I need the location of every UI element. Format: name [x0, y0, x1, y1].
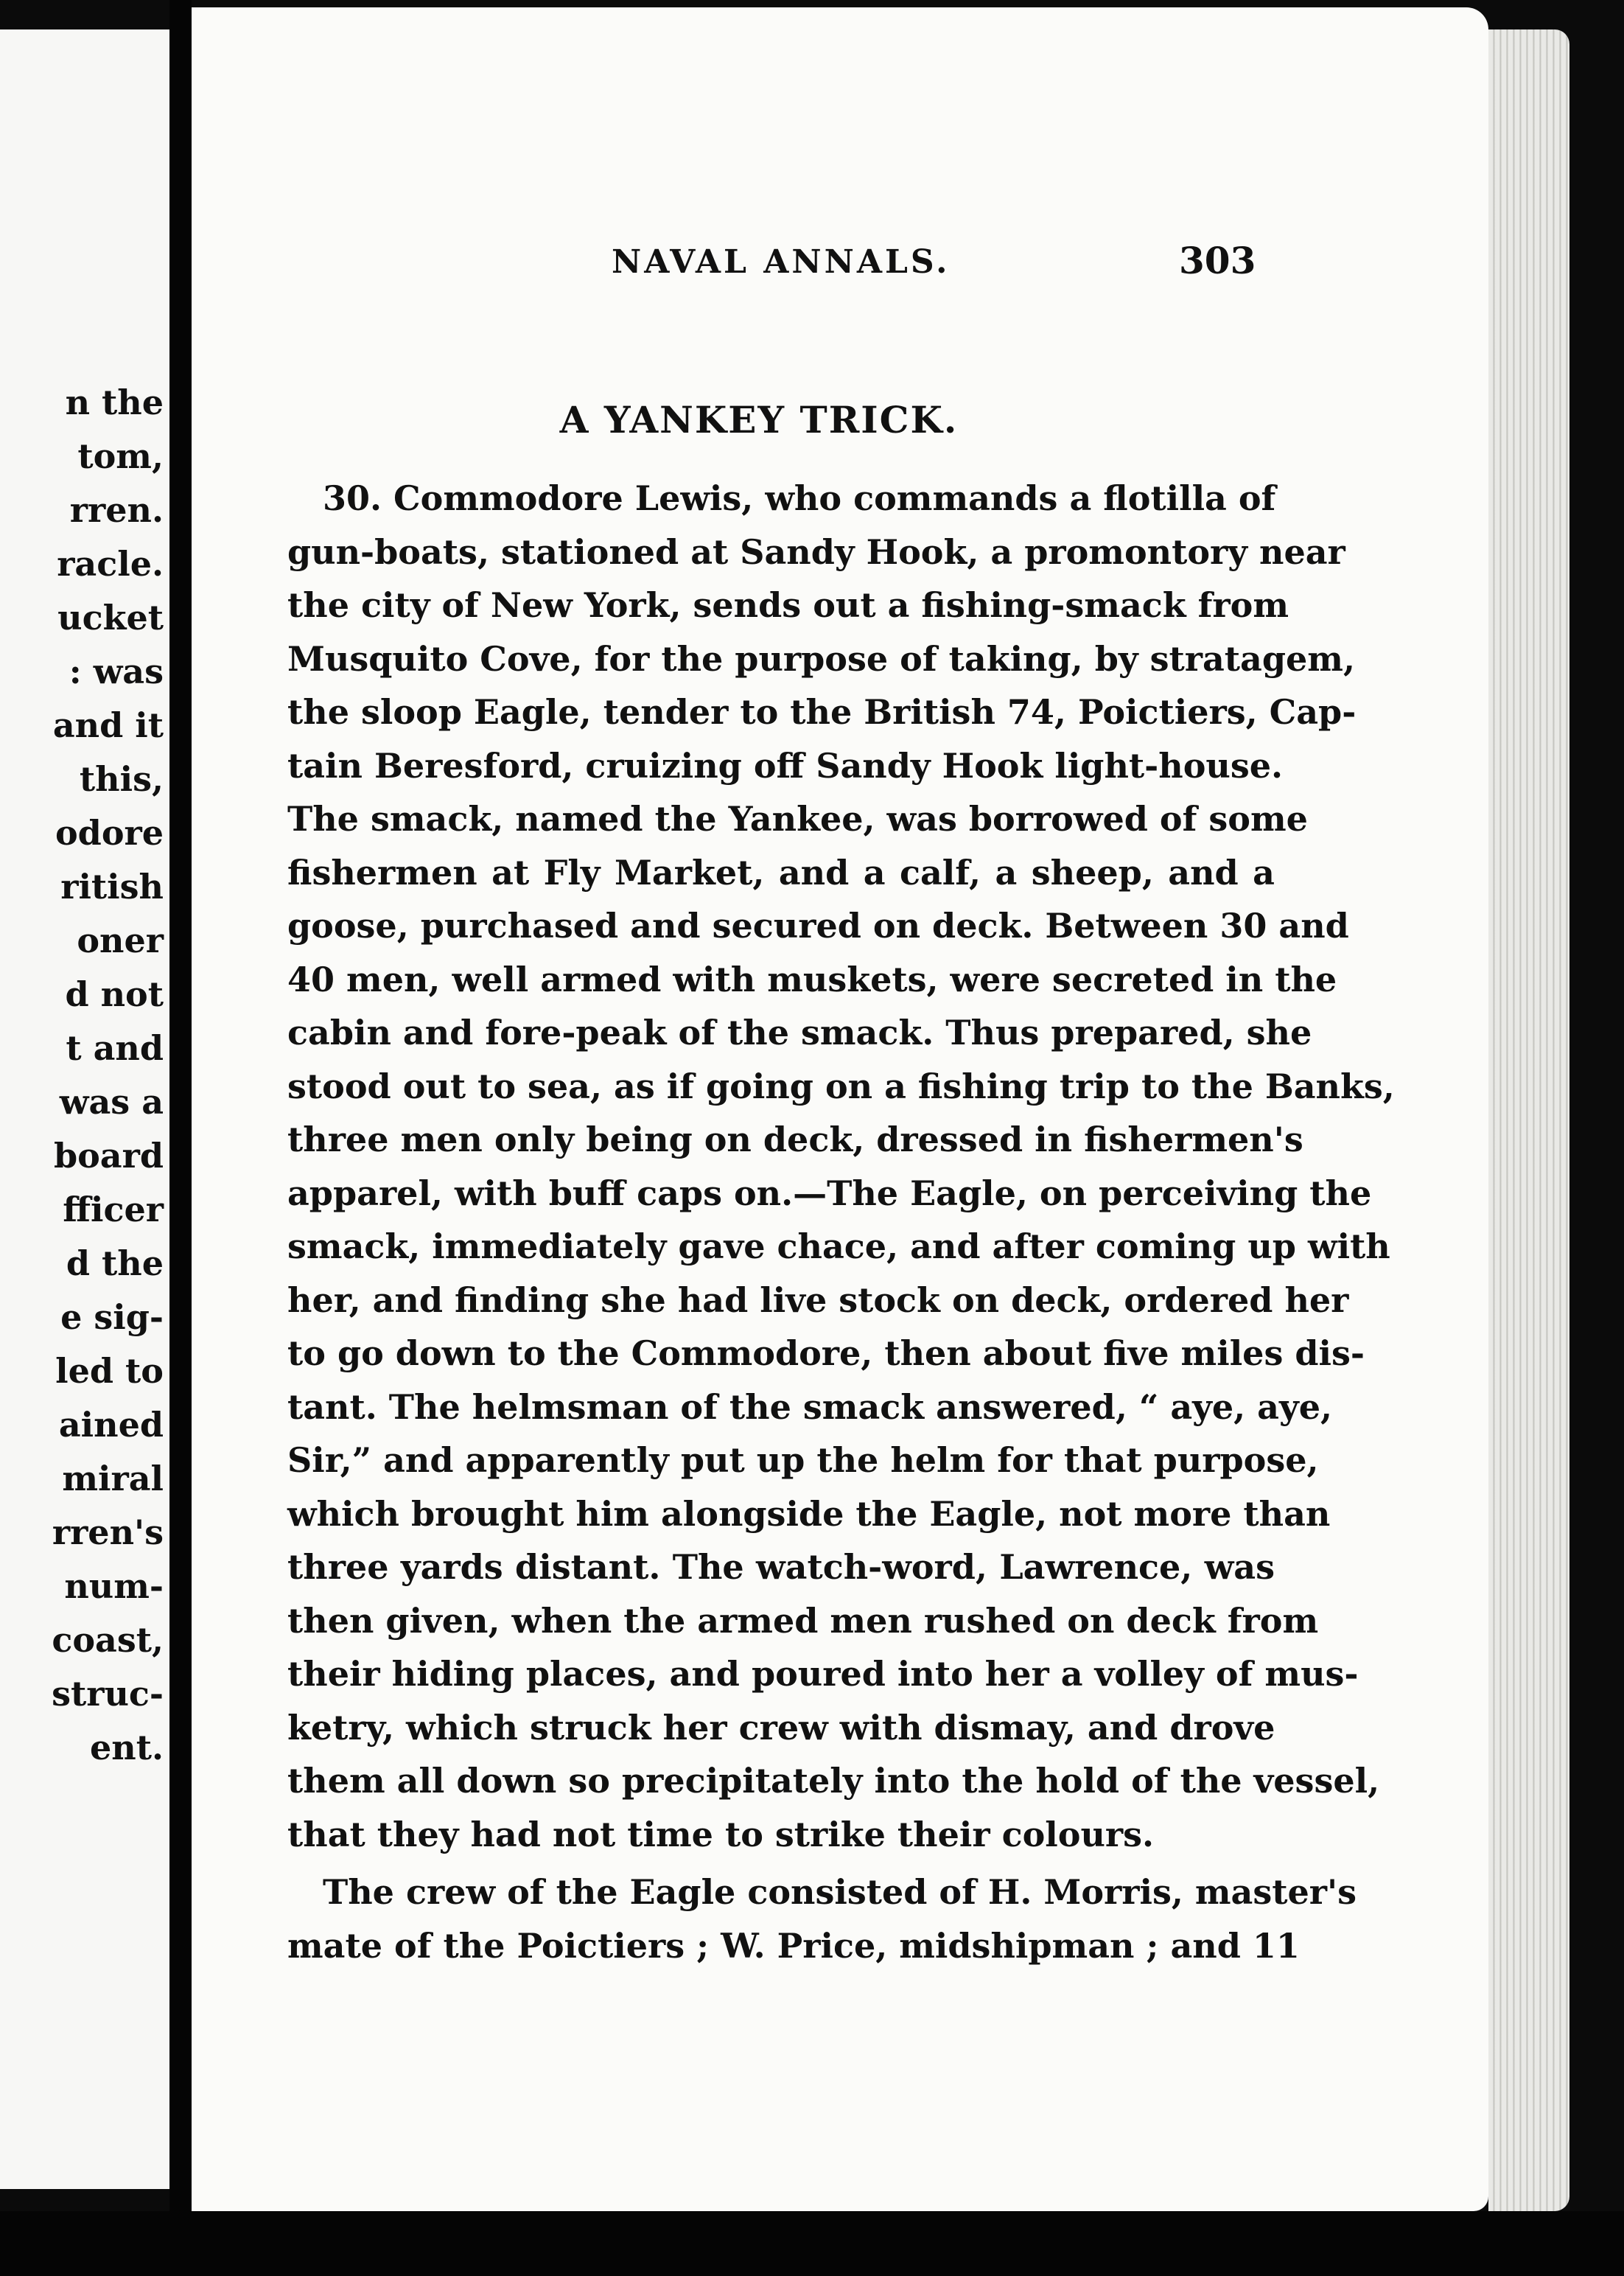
text-line: tant. The helmsman of the smack answered, “ aye, aye, [287, 1386, 1332, 1427]
text-line: then given, when the armed men rushed on deck from [287, 1600, 1319, 1641]
text-line: cabin and fore-peak of the smack. Thus prepared, she [287, 1013, 1312, 1053]
text-line: their hiding places, and poured into her a volley of mus- [287, 1654, 1359, 1694]
text-line: stood out to sea, as if going on a fishing trip to the Banks, [287, 1066, 1395, 1106]
text-line: smack, immediately gave chace, and after coming up with [287, 1226, 1390, 1266]
text-line: that they had not time to strike their colours. [287, 1814, 1155, 1854]
page-number: 303 [1179, 239, 1256, 282]
text-line: which brought him alongside the Eagle, not more than [287, 1493, 1331, 1534]
facing-line: tom, [77, 436, 164, 476]
facing-line: miral [62, 1459, 164, 1498]
main-page [192, 7, 1488, 2211]
facing-line: this, [79, 759, 164, 799]
facing-line: num- [64, 1566, 164, 1606]
facing-page [0, 29, 171, 2189]
text-line: The smack, named the Yankee, was borrowed of some [287, 799, 1308, 839]
text-line: the city of New York, sends out a fishing-smack from [287, 585, 1289, 625]
text-line: mate of the Poictiers ; W. Price, midshipman ; and 11 [287, 1925, 1300, 1966]
page-edges [1488, 29, 1569, 2211]
text-line: goose, purchased and secured on deck. Between 30 and [287, 906, 1349, 946]
facing-line: and it [52, 705, 164, 745]
text-line: gun-boats, stationed at Sandy Hook, a promontory near [287, 531, 1345, 572]
text-line: Sir,” and apparently put up the helm for that purpose, [287, 1440, 1319, 1480]
article-title: A YANKEY TRICK. [559, 398, 959, 441]
text-line: them all down so precipitately into the hold of the vessel, [287, 1761, 1380, 1801]
facing-line: was a [59, 1082, 164, 1122]
text-line: ketry, which struck her crew with dismay, and drove [287, 1707, 1275, 1748]
facing-line: oner [77, 921, 164, 960]
facing-line: ained [58, 1405, 164, 1445]
text-line: her, and finding she had live stock on deck, ordered her [287, 1280, 1349, 1320]
bottom-shadow [0, 2211, 1624, 2276]
text-line: Musquito Cove, for the purpose of taking, by stratagem, [287, 638, 1355, 679]
facing-line: led to [55, 1351, 164, 1391]
facing-line: fficer [63, 1190, 164, 1229]
facing-line: ritish [60, 867, 164, 907]
text-line: three men only being on deck, dressed in fishermen's [287, 1120, 1303, 1159]
facing-line: ent. [90, 1728, 164, 1767]
facing-line: t and [66, 1028, 164, 1068]
facing-line: rren. [69, 490, 164, 530]
facing-line: e sig- [60, 1297, 164, 1337]
facing-line: d the [66, 1243, 164, 1283]
facing-line: board [53, 1136, 164, 1176]
running-head: NAVAL ANNALS. [612, 243, 951, 281]
text-line: to go down to the Commodore, then about five miles dis- [287, 1333, 1365, 1373]
facing-line: odore [55, 813, 164, 853]
article-body [287, 472, 1395, 1972]
text-line: 40 men, well armed with muskets, were secreted in the [287, 959, 1337, 999]
facing-line: : was [69, 652, 164, 691]
page-header [192, 239, 1256, 287]
text-line: tain Beresford, cruizing off Sandy Hook light-house. [287, 745, 1284, 786]
facing-line: n the [65, 383, 164, 422]
facing-line: coast, [52, 1620, 164, 1660]
facing-line: ucket [57, 598, 164, 638]
facing-line: struc- [52, 1674, 164, 1714]
text-line: fishermen at Fly Market, and a calf, a sheep, and a [287, 852, 1275, 893]
text-line: 30. Commodore Lewis, who commands a flotilla of [323, 478, 1276, 518]
text-line: three yards distant. The watch-word, Lawrence, was [287, 1547, 1275, 1587]
facing-line: rren's [52, 1512, 164, 1552]
facing-line: racle. [57, 544, 164, 584]
facing-line: d not [65, 974, 164, 1014]
text-line: the sloop Eagle, tender to the British 74, Poictiers, Cap- [287, 692, 1357, 732]
facing-page-text [52, 376, 164, 1775]
text-line: The crew of the Eagle consisted of H. Morris, master's [323, 1872, 1357, 1912]
book-gutter [169, 0, 192, 2276]
text-line: apparel, with buff caps on.—The Eagle, on perceiving the [287, 1173, 1372, 1213]
